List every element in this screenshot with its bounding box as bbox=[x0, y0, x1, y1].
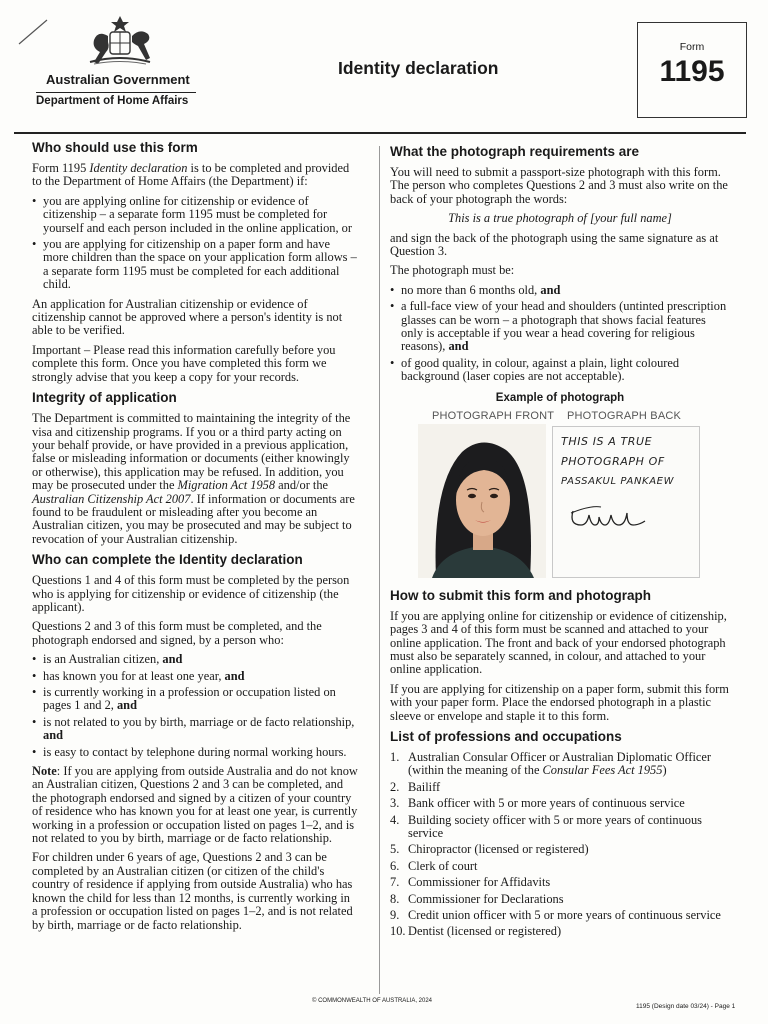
list-item: • is easy to contact by telephone during normal working hours. bbox=[32, 746, 358, 759]
approval-paragraph: An application for Australian citizenship or evidence of citizenship cannot be approved where a person's identity is not able to be verified. bbox=[32, 296, 343, 338]
right-column bbox=[390, 144, 730, 942]
questions-2-3-paragraph: Questions 2 and 3 of this form must be completed, and the photograph endorsed and signed, by a person who: bbox=[32, 619, 322, 647]
photo-back-label: PHOTOGRAPH BACK bbox=[567, 409, 682, 422]
questions-1-4-paragraph: Questions 1 and 4 of this form must be completed by the person who is applying for citizenship or evidence of citizenship (the applicant). bbox=[32, 573, 350, 614]
list-item: • you are applying online for citizenship or evidence of citizenship – a separate form 1195 must be completed for yourself and each person included in the online application, or bbox=[32, 195, 358, 235]
list-item: 1. Australian Consular Officer or Australian Diplomatic Officer (within the meaning of the Consular Fees Act 1955) bbox=[390, 749, 712, 778]
list-item: • is an Australian citizen, and bbox=[32, 653, 358, 666]
signature-scribble bbox=[567, 499, 657, 533]
submit-online-paragraph: If you are applying online for citizenship or evidence of citizenship, pages 3 and 4 of this form must be scanned and attached to your online application. The front and back of your endorsed photograph must also be separately scanned, in colour, and attached to your online application. bbox=[390, 608, 727, 677]
photo-back-card bbox=[552, 426, 700, 578]
list-item: • no more than 6 months old, and bbox=[390, 284, 730, 297]
who-can-complete-heading: Who can complete the Identity declaration bbox=[32, 552, 303, 568]
integrity-heading: Integrity of application bbox=[32, 390, 177, 406]
photo-front-label: PHOTOGRAPH FRONT bbox=[432, 409, 555, 422]
endorser-criteria-list bbox=[32, 653, 358, 759]
government-rule bbox=[36, 92, 196, 93]
department-name: Department of Home Affairs bbox=[36, 95, 189, 107]
who-should-use-intro: Form 1195 Identity declaration is to be completed and provided to the Department of Home Affairs (the Department) if: bbox=[32, 161, 350, 189]
professions-list bbox=[390, 751, 730, 939]
header-divider bbox=[14, 132, 746, 134]
list-item: • you are applying for citizenship on a paper form and have more children than the space on your application form allows – a separate form 1195 must be completed for each additional child. bbox=[32, 238, 358, 292]
submit-paper-paragraph: If you are applying for citizenship on a paper form, submit this form with your paper form. Place the endorsed photograph in a plastic sleeve or envelope and staple it to this form. bbox=[390, 681, 729, 723]
list-item: • of good quality, in colour, against a plain, light coloured background (laser copies are not acceptable). bbox=[390, 357, 730, 384]
list-item: 9. Credit union officer with 5 or more years of continuous service bbox=[390, 908, 721, 922]
photo-must-be: The photograph must be: bbox=[390, 263, 515, 278]
list-item: • has known you for at least one year, and bbox=[32, 670, 358, 683]
handwriting-line: THIS IS A TRUE bbox=[561, 434, 653, 448]
photo-signature-paragraph: and sign the back of the photograph using the same signature as at Question 3. bbox=[390, 230, 719, 259]
list-item: • a full-face view of your head and shoulders (untinted prescription glasses can be worn – a photograph that shows facial features only is acceptable if you wear a head covering for religious reasons), and bbox=[390, 300, 730, 354]
children-paragraph: For children under 6 years of age, Questions 2 and 3 can be completed by an Australian citizen (or citizen of the child's country of residence if applying from outside Australia) who has known the child for less than 12 months, is currently working in a profession or occupation listed on pages 1–2, and is not related by birth, marriage or de facto relationship. bbox=[32, 850, 353, 932]
photo-front-image bbox=[418, 424, 546, 578]
list-item: • is currently working in a profession or occupation listed on pages 1 and 2, and bbox=[32, 686, 358, 713]
coat-of-arms-icon bbox=[80, 14, 160, 72]
list-item: 8. Commissioner for Declarations bbox=[390, 891, 564, 906]
photo-quote: This is a true photograph of [your full name] bbox=[448, 211, 672, 226]
photo-example-title: Example of photograph bbox=[495, 391, 625, 404]
integrity-paragraph: The Department is committed to maintaining the integrity of the visa and citizenship programs. If you or a third party acting on your behalf provide, or have provided in a previous application, false or misleading information or documents (either knowingly or otherwise), this application may be refused. In addition, you may be prosecuted under the Migration Act 1958 and/or the Australian Citizenship Act 2007. If information or documents are found to be fraudulent or misleading after you become an Australian citizen, you may be prosecuted and may be subject to revocation of your Australian citizenship. bbox=[32, 411, 355, 546]
note-paragraph: Note: If you are applying from outside Australia and do not know an Australian citizen, Questions 2 and 3 can be completed, and the photograph endorsed and signed by a citizen of your country of residence who has known you for at least one year, is currently working in a profession or occupation listed on pages 1–2, and is not related to you by birth, marriage or de facto relationship. bbox=[32, 764, 358, 846]
portrait-illustration bbox=[418, 424, 546, 578]
column-divider bbox=[379, 146, 380, 994]
how-to-submit-heading: How to submit this form and photograph bbox=[390, 587, 651, 603]
who-should-use-heading: Who should use this form bbox=[32, 140, 198, 155]
professions-heading: List of professions and occupations bbox=[390, 728, 622, 744]
photo-example bbox=[390, 392, 730, 580]
page-title: Identity declaration bbox=[338, 58, 499, 78]
handwriting-line: PASSAKUL PANKAEW bbox=[561, 475, 675, 487]
photo-intro-paragraph: You will need to submit a passport-size photograph with this form. The person who completes Questions 2 and 3 must also write on the back of your photograph the words: bbox=[390, 165, 728, 206]
photo-requirements-heading: What the photograph requirements are bbox=[390, 144, 640, 159]
handwriting-line: PHOTOGRAPH OF bbox=[561, 454, 665, 468]
list-item: 4. Building society officer with 5 or more years of continuous service bbox=[390, 812, 702, 840]
form-label: Form bbox=[679, 41, 705, 53]
footer-page-number: 1195 (Design date 03/24) - Page 1 bbox=[636, 1003, 736, 1010]
pen-mark bbox=[16, 16, 50, 46]
list-item: 10. Dentist (licensed or registered) bbox=[390, 924, 562, 939]
list-item: 6. Clerk of court bbox=[390, 858, 478, 873]
important-paragraph: Important – Please read this information carefully before you complete this form. Once you have completed this form we strongly advise that you keep a copy for your records. bbox=[32, 342, 336, 384]
list-item: 5. Chiropractor (licensed or registered) bbox=[390, 842, 589, 857]
list-item: 7. Commissioner for Affidavits bbox=[390, 875, 551, 890]
left-column bbox=[32, 140, 358, 938]
footer-copyright: © COMMONWEALTH OF AUSTRALIA, 2024 bbox=[312, 998, 432, 1004]
list-item: • is not related to you by birth, marriage or de facto relationship, and bbox=[32, 716, 358, 743]
government-name: Australian Government bbox=[46, 72, 190, 87]
list-item: 2. Bailiff bbox=[390, 779, 441, 794]
form-number: 1195 bbox=[659, 55, 725, 88]
photo-requirements-list bbox=[390, 284, 730, 384]
form-number-box bbox=[637, 22, 747, 118]
list-item: 3. Bank officer with 5 or more years of continuous service bbox=[390, 796, 685, 811]
who-should-use-list bbox=[32, 195, 358, 292]
